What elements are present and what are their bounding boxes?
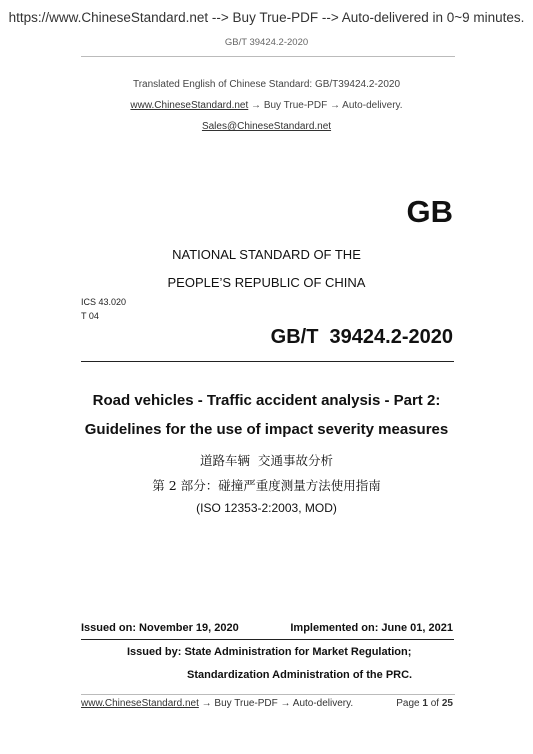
footer-site-link[interactable]: www.ChineseStandard.net [81, 698, 199, 709]
top-banner: https://www.ChineseStandard.net --> Buy True-PDF --> Auto-delivered in 0~9 minutes. [8, 10, 525, 25]
translation-note: Translated English of Chinese Standard: GB/T39424.2-2020 [132, 79, 401, 90]
issuer-line1: Issued by: State Administration for Market Regulation; [127, 646, 412, 658]
title-en-line2: Guidelines for the use of impact severity measures [84, 421, 449, 438]
title-divider [81, 361, 454, 362]
ics-code: ICS 43.020 [81, 297, 127, 307]
title-en-line1: Road vehicles - Traffic accident analysis - Part 2: [92, 392, 441, 409]
purchase-line [0, 100, 533, 111]
page-current: 1 [422, 698, 428, 709]
email-link[interactable]: Sales@ChineseStandard.net [201, 121, 332, 132]
issued-date: Issued on: November 19, 2020 [81, 622, 239, 634]
header-divider [81, 56, 455, 57]
national-standard-line2: PEOPLE’S REPUBLIC OF CHINA [167, 275, 366, 290]
page-of: of [430, 698, 440, 709]
site-link[interactable]: www.ChineseStandard.net [130, 100, 249, 111]
purchase-text: → Buy True-PDF → Auto-delivery. [248, 100, 403, 111]
page-prefix: Page [396, 698, 420, 709]
page-indicator [396, 698, 453, 709]
national-standard-line1: NATIONAL STANDARD OF THE [172, 247, 361, 262]
iso-reference: (ISO 12353-2:2003, MOD) [196, 501, 337, 515]
t-code: T 04 [81, 311, 99, 321]
implemented-date: Implemented on: June 01, 2021 [290, 622, 453, 634]
issuer-line2: Standardization Administration of the PRC. [187, 669, 413, 681]
email-line [0, 121, 533, 132]
page-total: 25 [441, 698, 453, 709]
title-zh-line1: 道路车辆 交通事故分析 [200, 453, 333, 468]
dates-divider [81, 639, 454, 640]
title-zh-line2: 第 2 部分：碰撞严重度测量方法使用指南 [152, 478, 381, 493]
footer-purchase [81, 698, 353, 709]
running-header: GB/T 39424.2-2020 [224, 37, 309, 48]
standard-number: GB/T 39424.2-2020 [270, 326, 453, 348]
gb-mark: GB [406, 194, 453, 229]
footer-divider [81, 694, 455, 695]
footer-purchase-text: → Buy True-PDF → Auto-delivery. [198, 698, 354, 709]
